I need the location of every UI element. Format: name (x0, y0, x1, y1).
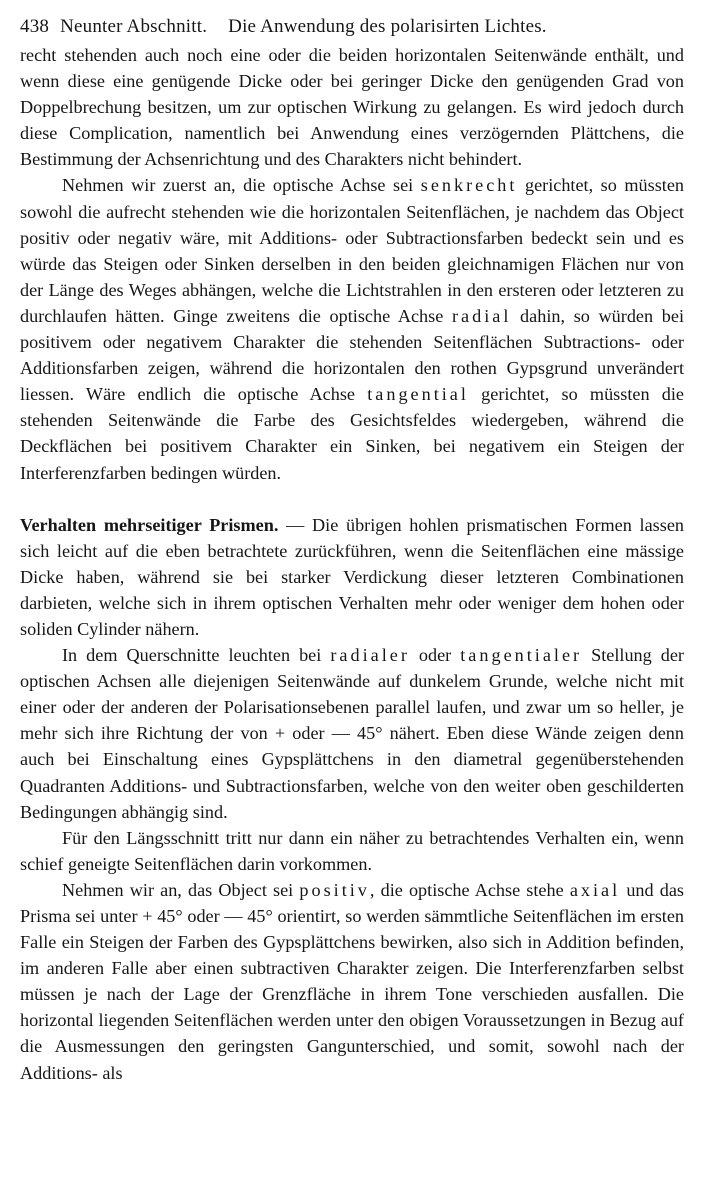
text-run: Stellung der optischen Achsen alle diejenigen Seitenwände auf dunkelem Grunde, welche nicht mit einer oder der anderen der Polarisationsebenen parallel laufen, und zwar um so heller, je mehr sich ihre Richtung der von + oder — 45° nähert. Eben diese Wände zeigen denn auch bei Einschaltung eines Gypsplättchens in den diametral gegenüberstehenden Quadranten Additions- und Subtractionsfarben, welche von den weiter oben geschilderten Bedingungen abhängig sind. (20, 645, 684, 822)
spaced-term-tangential: tangential (367, 384, 469, 405)
text-run: dahin, so würden bei positivem oder negativem Charakter die stehenden Seitenflächen Subtractions- oder Additionsfarben zeigen, während die horizontalen den rothen Gypsgrund unverändert liessen. Wäre endlich die optische Achse (20, 305, 684, 405)
paragraph-positive-object (20, 877, 684, 1086)
text-run: gerichtet, so müssten sowohl die aufrecht stehenden wie die horizontalen Seitenflächen, je nachdem das Object positiv oder negativ wäre, mit Additions- oder Subtractionsfarben bedeckt sein und es würde das Steigen oder Sinken derselben in den beiden gleichnamigen Flächen nur von der Länge des Weges abhängen, welche die Lichtstrahlen in den ersteren oder letzteren zu durchlaufen hätten. Ginge zweitens die optische Achse (20, 175, 684, 326)
section-gap (20, 486, 684, 512)
paragraph-prisms (20, 512, 684, 642)
spaced-term-senkrecht: senkrecht (420, 175, 518, 196)
running-title: Die Anwendung des polarisirten Lichtes. (228, 16, 547, 37)
paragraph-axis-orientation (20, 172, 684, 485)
page-number: 438 (20, 16, 50, 37)
text-run: In dem Querschnitte leuchten bei (62, 645, 331, 666)
section-label: Neunter Abschnitt. (60, 16, 208, 37)
text-run: Nehmen wir an, das Object sei (62, 879, 300, 900)
text-run: — Die übrigen hohlen prismatischen Formen lassen sich leicht auf die eben betrachtete zurückführen, wenn die Seitenflächen eine mässige Dicke haben, während sie bei starker Verdickung dieser letzteren Combinationen darbieten, welche sich in ihrem optischen Verhalten mehr oder weniger dem hohen oder soliden Cylinder nähern. (20, 514, 684, 639)
text-run: gerichtet, so müssten die stehenden Seitenwände die Farbe des Gesichtsfeldes wiedergeben, während die Deckflächen bei positivem Charakter ein Sinken, bei negativem ein Steigen der Interferenzfarben bedingen würden. (20, 384, 684, 483)
paragraph-cross-section (20, 642, 684, 825)
paragraph-longitudinal-section (20, 825, 684, 877)
spaced-term-radial: radial (451, 305, 512, 326)
text-run: und das Prisma sei unter + 45° oder — 45° orientirt, so werden sämmtliche Seitenflächen im ersten Falle ein Steigen der Farben des Gypsplättchens bewirken, also sich in Addition befinden, im anderen Falle aber einen subtractiven Charakter zeigen. Die Interferenzfarben selbst müssen je nach der Lage der Grenzfläche in ihrem Tone verschieden ausfallen. Die horizontal liegenden Seitenflächen werden unter den obigen Voraussetzungen in Bezug auf die Ausmessungen den geringsten Gangunterschied, und somit, sowohl nach der Additions- als (20, 879, 685, 1083)
spaced-term-tangentialer: tangentialer (460, 645, 583, 666)
text-run: oder (409, 645, 461, 666)
text-run: Nehmen wir zuerst an, die optische Achse sei (62, 175, 421, 196)
paragraph-continuation (20, 42, 684, 172)
spaced-term-axial: axial (569, 879, 621, 900)
spaced-term-radialer: radialer (330, 645, 410, 666)
page-header (20, 14, 684, 40)
paragraph-text: recht stehenden auch noch eine oder die beiden horizontalen Seitenwände enthält, und wenn diese eine genügende Dicke oder bei geringer Dicke den genügenden Grad von Doppelbrechung besitzen, um zur optischen Wirkung zu gelangen. Es wird jedoch durch diese Complication, namentlich bei Anwendung eines verzögernden Plättchens, die Bestimmung der Achsenrichtung und des Charakters nicht behindert. (20, 45, 684, 170)
paragraph-text: Für den Längsschnitt tritt nur dann ein näher zu betrachtendes Verhalten ein, wenn schief geneigte Seitenflächen darin vorkommen. (20, 827, 684, 874)
book-page (20, 14, 684, 1086)
section-heading: Verhalten mehrseitiger Prismen. (20, 514, 279, 535)
text-run: , die optische Achse stehe (369, 879, 570, 900)
spaced-term-positiv: positiv (299, 879, 370, 900)
